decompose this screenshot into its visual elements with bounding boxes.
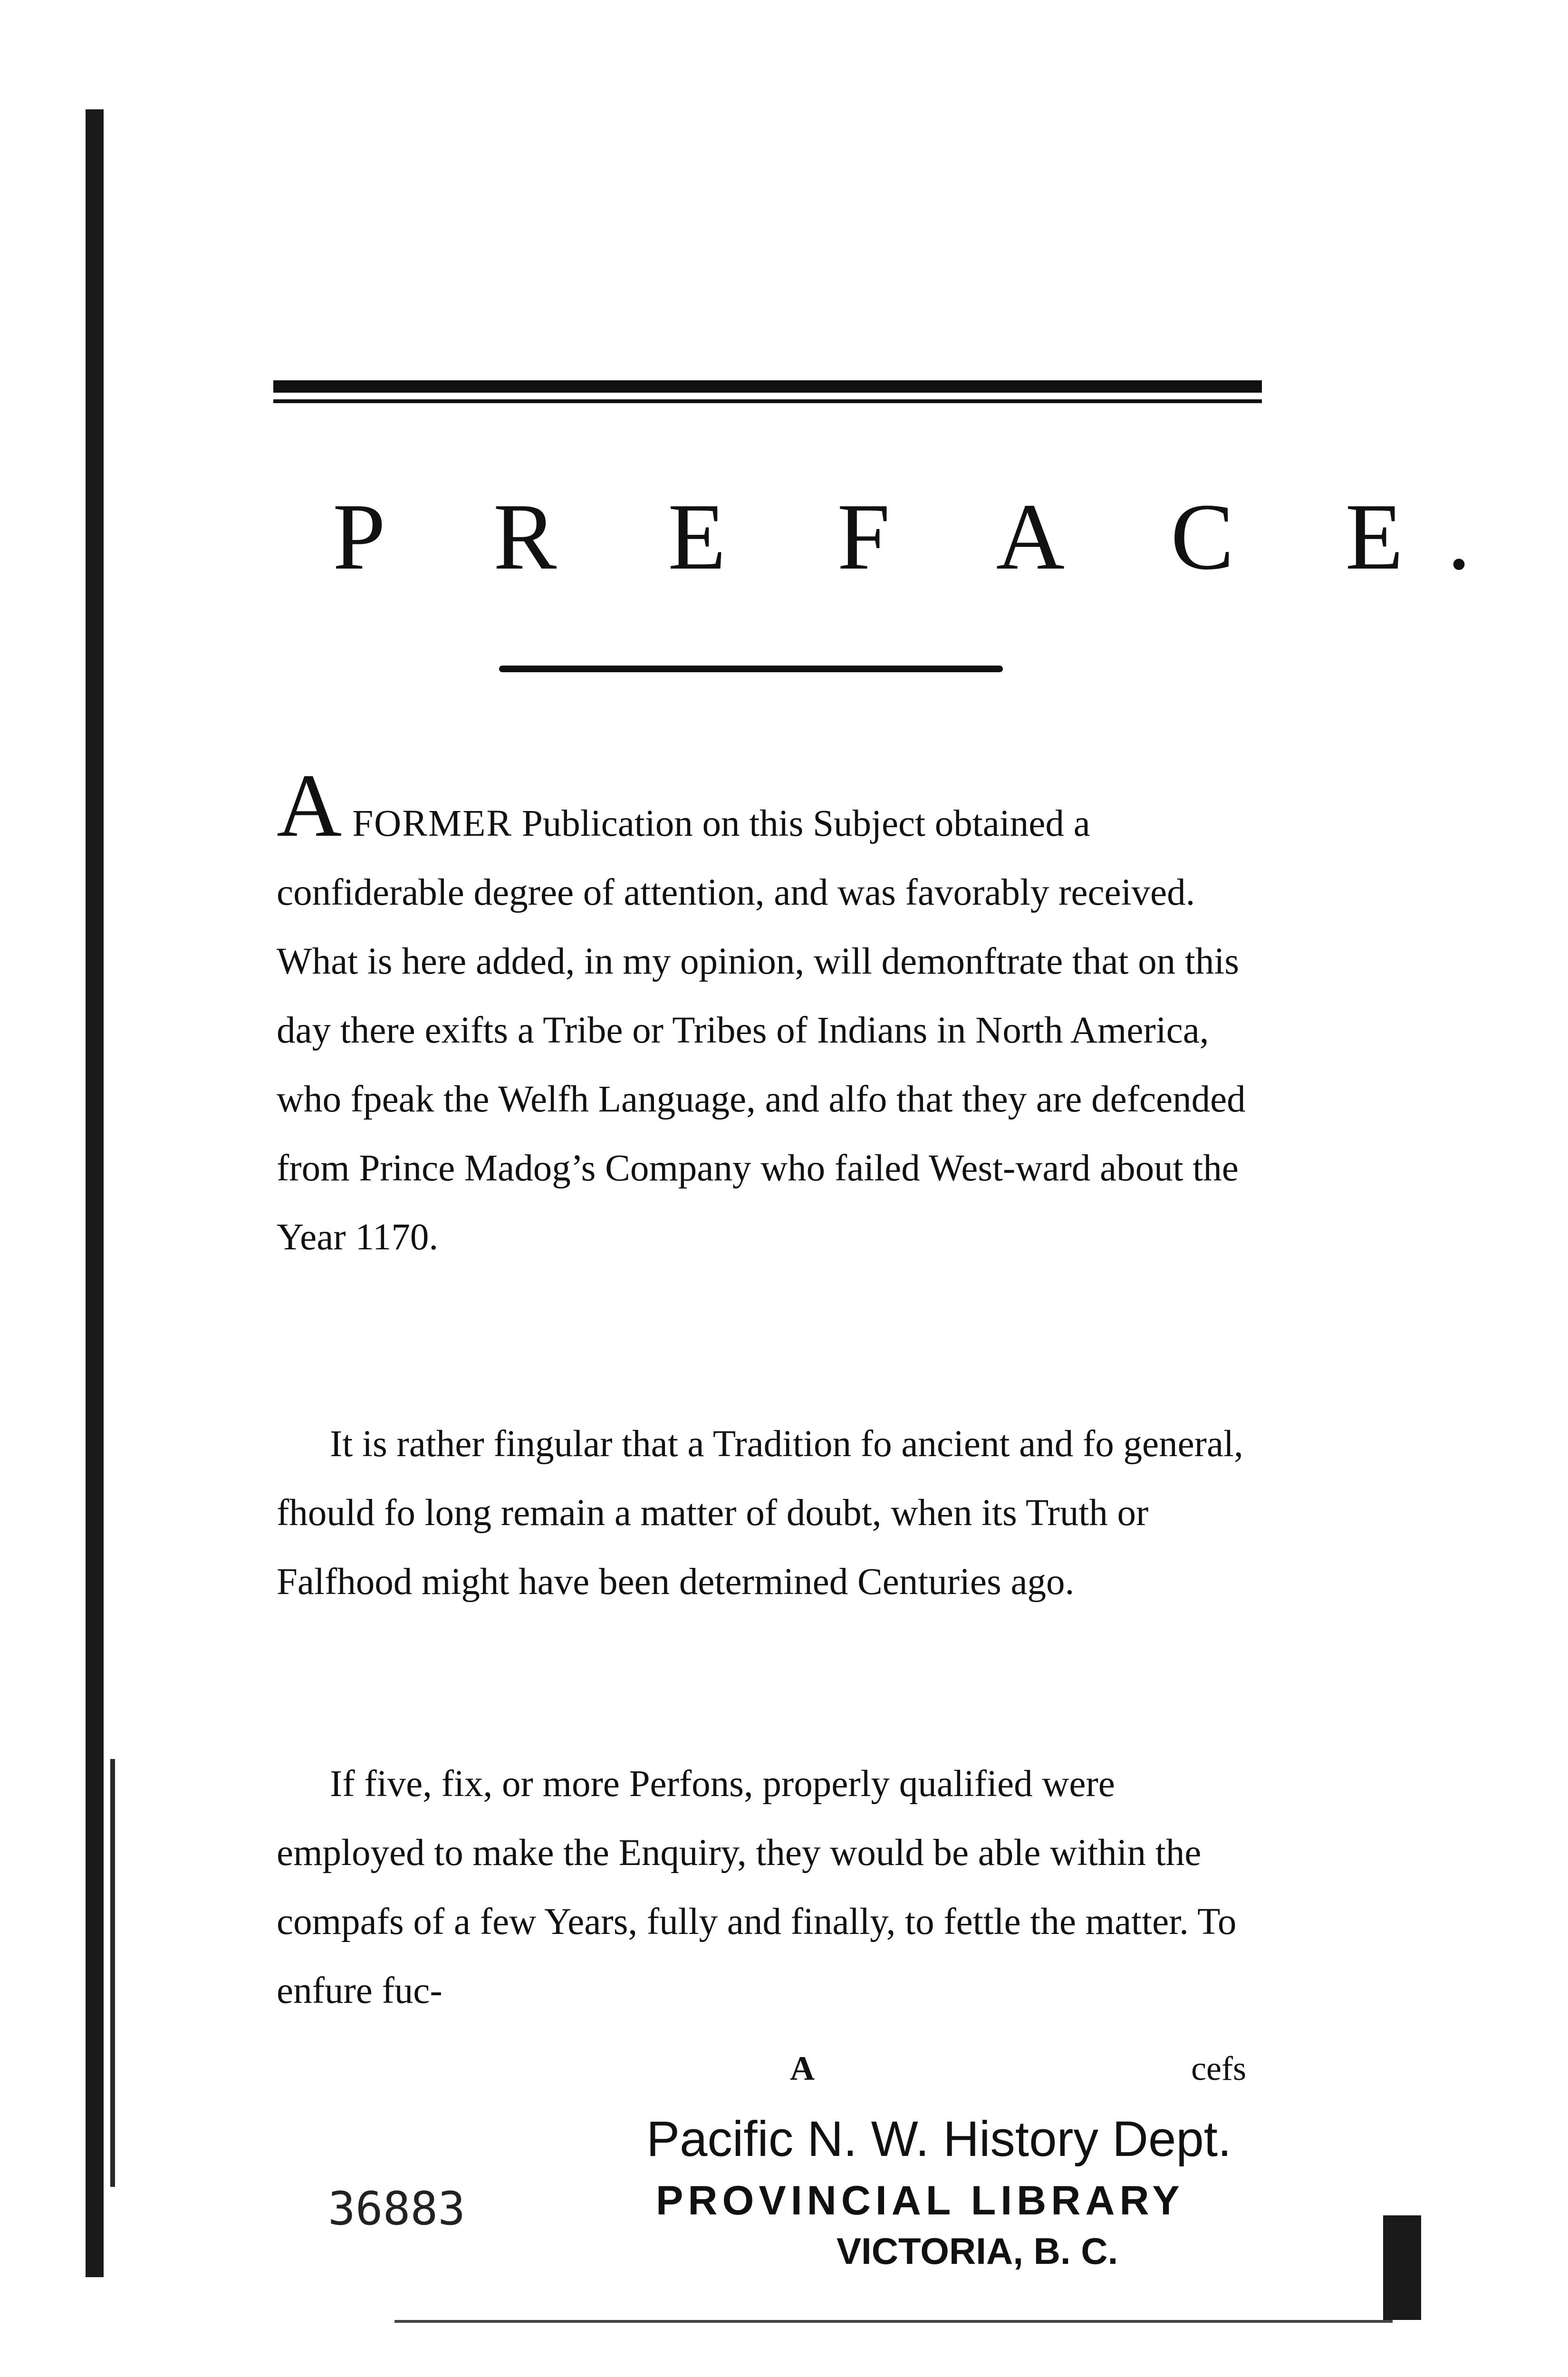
paragraph-2: It is rather fingular that a Tradition fo ancient and fo general, fhould fo long remain a matter of doubt, when its Truth or Falfhood might have been determined Centuries ago. bbox=[277, 1423, 1243, 1603]
library-stamp-line-2: PROVINCIAL LIBRARY bbox=[656, 2178, 1184, 2223]
library-stamp-line-3: VICTORIA, B. C. bbox=[837, 2230, 1118, 2272]
paragraph-1-text: Publication on this Subject obtained a confiderable degree of attention, and was favorably received. What is here added, in my opinion, will demonftrate that on this day there exifts a Tribe or Tribes of Indians in North America, who fpeak the Welfh Language, and alfo that they are defcended from Prince Madog’s Company who failed West-ward about the Year 1170. bbox=[277, 803, 1246, 1258]
paragraph-1 bbox=[277, 756, 1246, 1272]
drop-cap: A bbox=[277, 756, 342, 856]
catch-line bbox=[277, 2049, 1246, 2101]
accession-number: 36883 bbox=[328, 2182, 465, 2235]
header-rule-thick bbox=[273, 380, 1262, 393]
title-ornament-rule bbox=[499, 666, 1003, 672]
binding-edge bbox=[86, 109, 104, 2277]
header-rule-thin bbox=[273, 399, 1262, 403]
library-stamp-line-1: Pacific N. W. History Dept. bbox=[646, 2111, 1232, 2167]
paragraph-3: If five, fix, or more Perfons, properly qualified were employed to make the Enquiry, they would be able within the compafs of a few Years, fully and finally, to fettle the matter. To enfure fuc- bbox=[277, 1763, 1237, 2011]
binding-edge-shadow bbox=[110, 1759, 115, 2187]
page-title: P R E F A C E. bbox=[333, 484, 1515, 589]
signature-mark: A bbox=[790, 2049, 815, 2087]
corner-shadow bbox=[1383, 2215, 1421, 2320]
catchword: cefs bbox=[1191, 2049, 1246, 2087]
bottom-edge-rule bbox=[394, 2320, 1393, 2323]
paragraph-1-lead-word: FORMER bbox=[352, 803, 513, 844]
